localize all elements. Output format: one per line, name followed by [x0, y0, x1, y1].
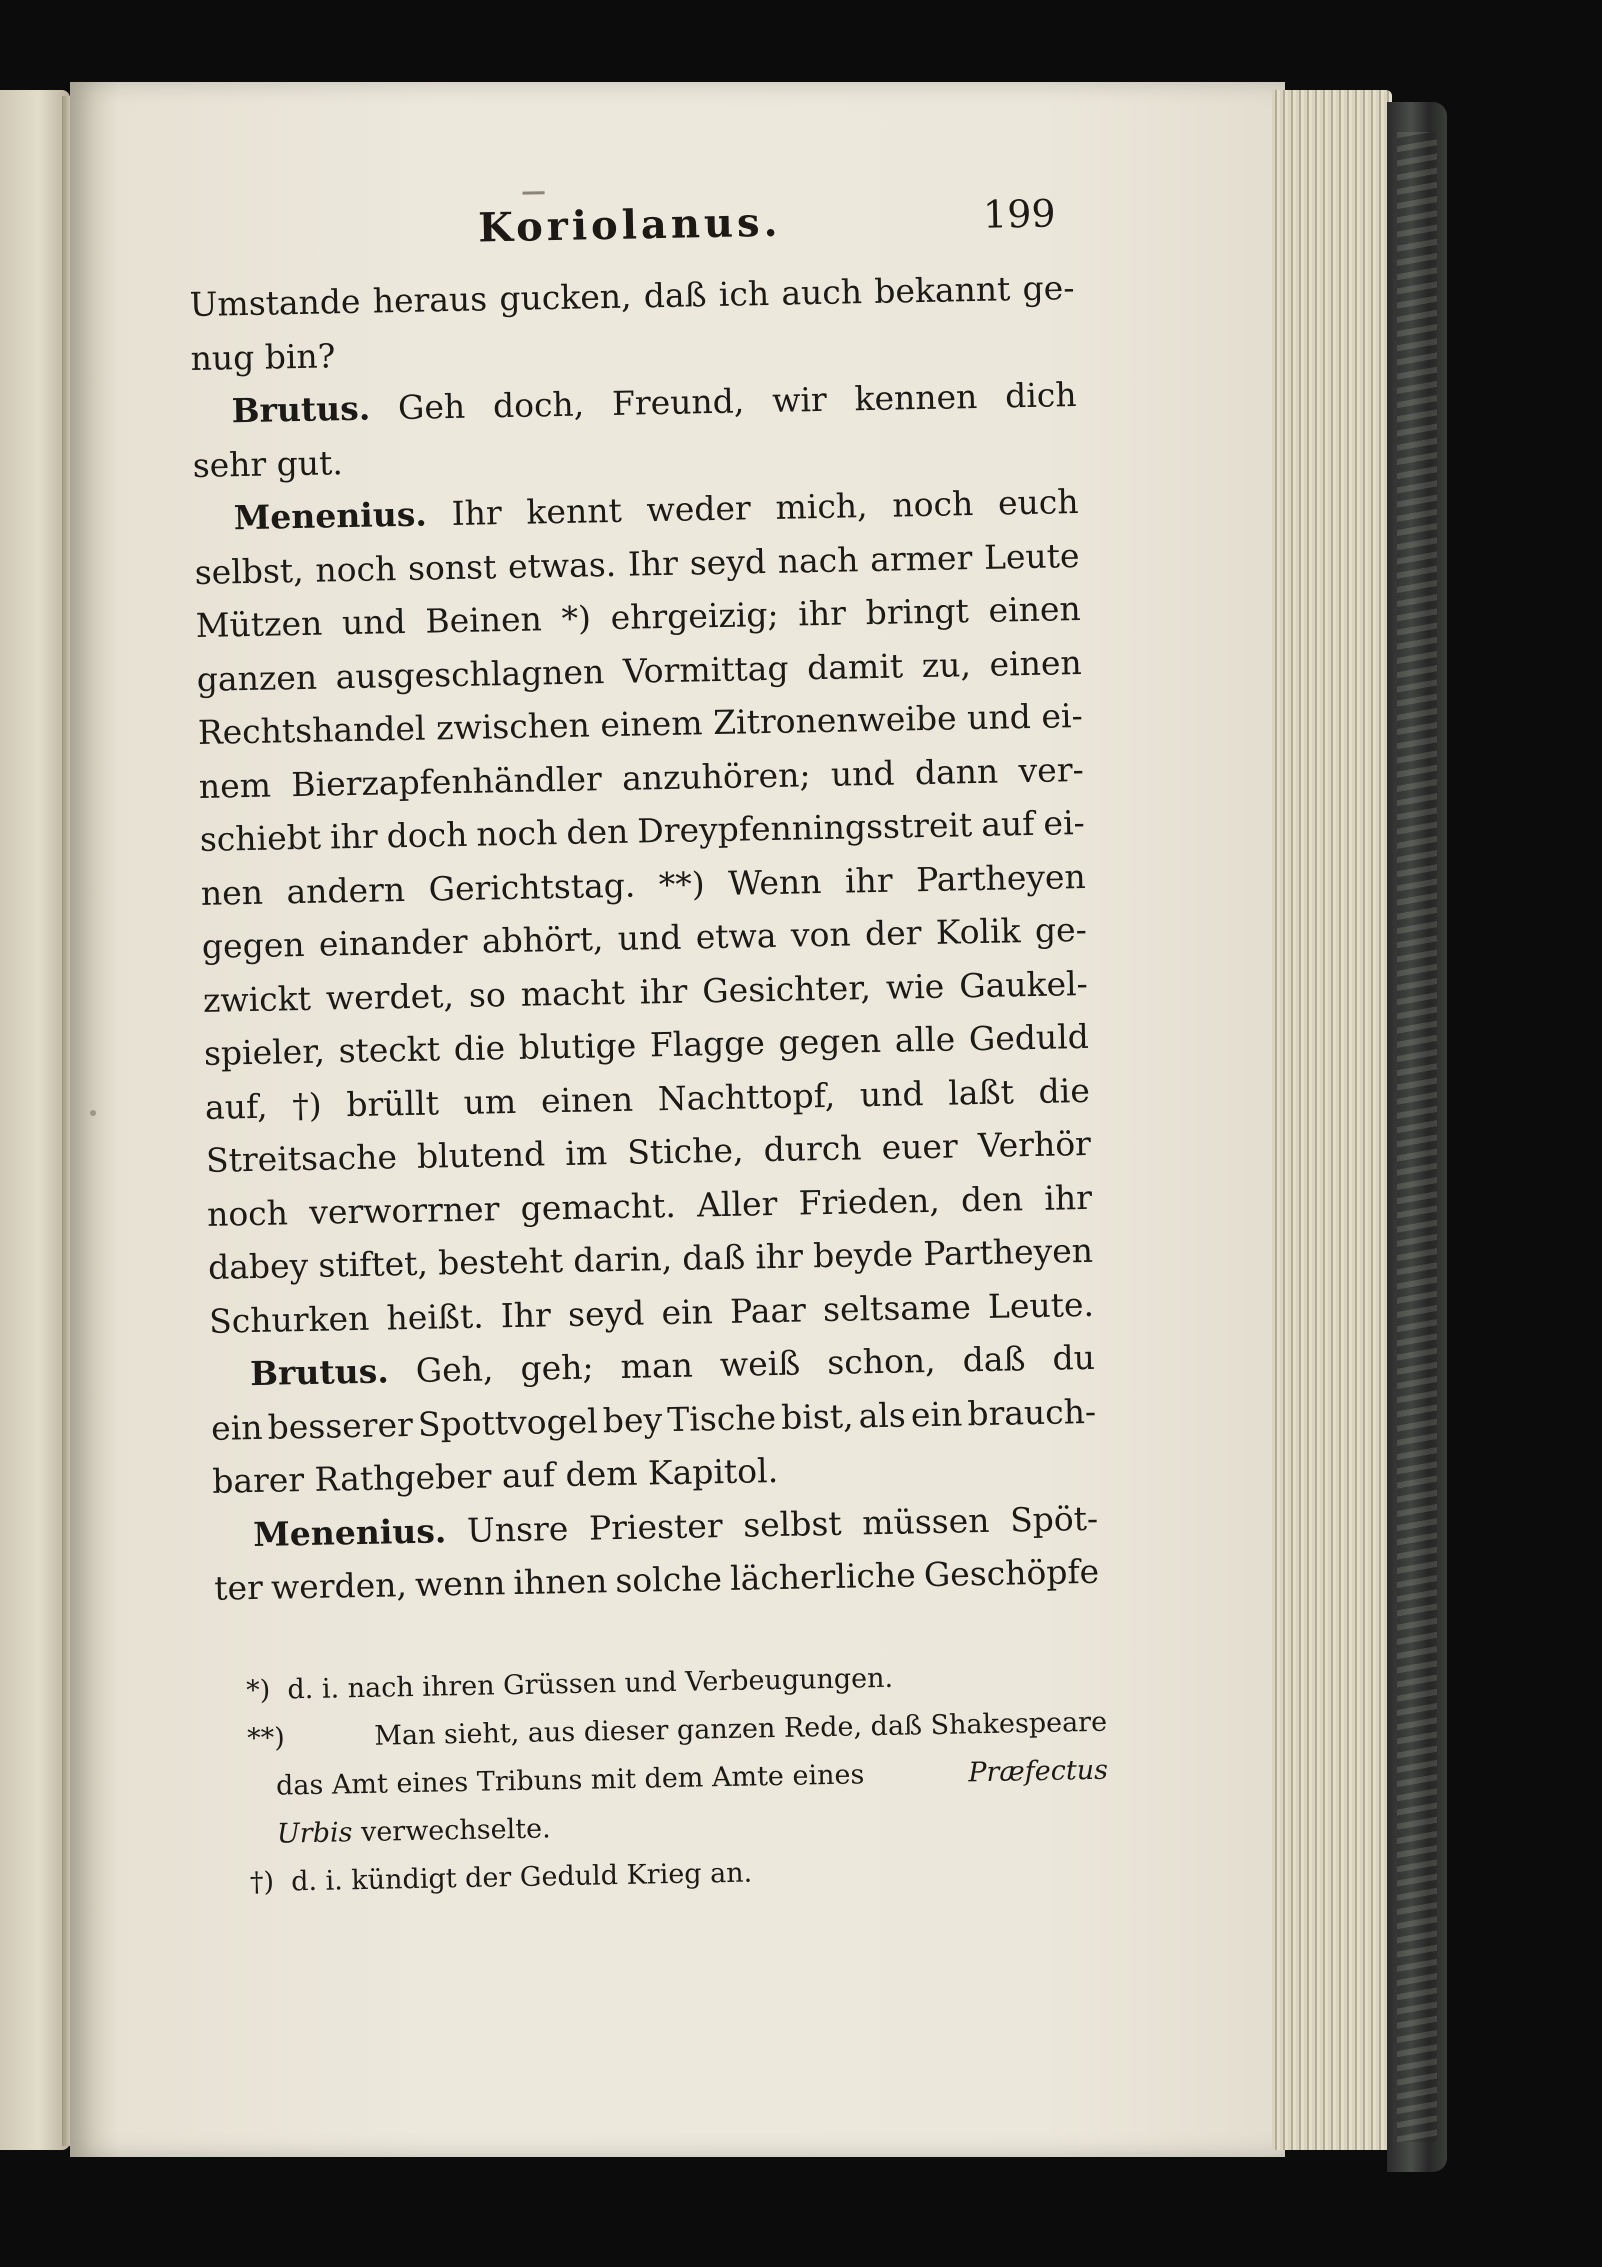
word: blutige [518, 1025, 637, 1067]
word: heißt. [386, 1296, 484, 1337]
word: ei- [1043, 802, 1086, 843]
speaker-name: Brutus. [249, 1351, 390, 1394]
speaker-name: Menenius. [233, 494, 428, 538]
word: Ihr [500, 1294, 552, 1335]
page-number: 199 [982, 191, 1056, 237]
word: ehrgeizig; [610, 594, 779, 638]
word: von [790, 914, 852, 955]
word: laßt [947, 1071, 1015, 1113]
word: du [1052, 1337, 1096, 1378]
word: nen [200, 872, 264, 913]
word: einen [540, 1079, 634, 1120]
word: alle [894, 1019, 956, 1060]
word: ge- [1034, 909, 1088, 950]
word: etwas. [507, 544, 617, 586]
footnote-mark: *) [245, 1674, 271, 1707]
word: den [960, 1178, 1024, 1219]
word: ihr [844, 860, 893, 901]
word: so [468, 974, 507, 1015]
word: Unsre [466, 1508, 569, 1550]
word: damit [806, 645, 904, 687]
word: Aller [696, 1183, 778, 1224]
word: nach [777, 539, 859, 581]
word: durch [763, 1128, 862, 1170]
word: wir [771, 379, 828, 420]
word: um [463, 1081, 517, 1122]
word: müssen [861, 1500, 990, 1542]
word: zwickt [202, 978, 312, 1020]
word: und [830, 753, 895, 794]
word: Gerichtstag. [428, 865, 636, 909]
word: brauch- [966, 1391, 1097, 1433]
word: Tische [666, 1397, 777, 1439]
word: ver- [1018, 749, 1085, 790]
word: **) [658, 863, 706, 904]
word: geh; [520, 1347, 594, 1388]
word: werdet, [325, 975, 455, 1018]
ornament-dash [523, 191, 545, 194]
word: Geschöpfe [923, 1551, 1100, 1595]
word: Nachttopf, [657, 1075, 836, 1118]
word: weder [646, 488, 752, 530]
word: nem [198, 765, 272, 806]
word: Bierzapfenhändler [290, 758, 603, 804]
word: ihr [639, 971, 688, 1012]
word: doch, [492, 384, 585, 426]
word: kennen [854, 376, 978, 419]
word: gegen [778, 1020, 882, 1062]
word: brüllt [346, 1082, 440, 1124]
word: noch [892, 484, 974, 525]
word: Ihr [451, 493, 503, 534]
word: Frieden, [798, 1180, 941, 1223]
speaker-name: Brutus. [231, 388, 371, 431]
word: zwischen [435, 705, 591, 748]
word: einen [988, 588, 1082, 630]
word: weiß [719, 1343, 801, 1385]
word: abhört, [481, 919, 604, 961]
word: gegen [201, 924, 305, 966]
word: ich [718, 273, 770, 314]
word: ausgeschlagnen [335, 651, 605, 696]
word: dann [914, 751, 999, 792]
word: solche [615, 1559, 723, 1601]
word: Rechtshandel [197, 708, 426, 752]
word: Leute [983, 535, 1080, 577]
word: Vormittag [622, 648, 789, 691]
word: Priester [588, 1505, 723, 1548]
word: seyd [689, 541, 767, 582]
word: die [453, 1028, 506, 1069]
word: euch [997, 482, 1079, 523]
word: schon, [826, 1340, 936, 1382]
word: anzuhören; [621, 754, 811, 798]
word: Geh, [415, 1349, 494, 1390]
word: einen [989, 642, 1083, 684]
word: gemacht. [520, 1185, 677, 1228]
footnote-text: verwechselte. [360, 1813, 551, 1849]
word: den [565, 811, 629, 852]
speaker-name: Menenius. [252, 1510, 447, 1554]
word: Geh [397, 386, 466, 428]
line-text: nug bin? [190, 335, 336, 378]
word: dabey [207, 1245, 309, 1287]
word: euer [881, 1126, 959, 1167]
word: bringt [865, 591, 970, 633]
word: Verhör [977, 1123, 1092, 1166]
word: Wenn [727, 861, 822, 903]
word: im [564, 1133, 608, 1173]
word: etwa [695, 915, 777, 957]
footnote-text: Man sieht, aus dieser ganzen Rede, daß Shakespeare [374, 1706, 1108, 1752]
word: Streitsache [205, 1137, 398, 1180]
word: einem [599, 703, 703, 745]
word: ge- [1022, 268, 1075, 309]
word: Spottvogel [417, 1400, 599, 1444]
running-head: Koriolanus. [477, 198, 782, 252]
word: kennt [526, 490, 623, 532]
line-text: sehr gut. [192, 442, 344, 485]
word: heraus [372, 279, 488, 321]
word: bekannt [873, 269, 1011, 311]
word: Dreypfenningsstreit [636, 805, 973, 851]
word: selbst [742, 1503, 842, 1545]
word: doch [386, 814, 468, 856]
footnote-mark: †) [249, 1866, 275, 1899]
word: Paar [729, 1289, 807, 1331]
word: der [864, 913, 922, 954]
footnote-latin: Præfectus [968, 1754, 1109, 1789]
word: daß [962, 1339, 1026, 1380]
word: ihr [754, 1236, 804, 1277]
word: noch [314, 548, 397, 590]
word: *) [561, 598, 592, 638]
word: blutend [416, 1134, 546, 1176]
word: bist, [780, 1395, 854, 1437]
word: lächerliche [729, 1555, 917, 1598]
word: wenn [414, 1563, 506, 1604]
footnotes [246, 1651, 1110, 1907]
word: auch [780, 272, 863, 313]
word: und [617, 917, 682, 958]
footnote-text: das Amt eines Tribuns mit dem Amte eines [275, 1759, 865, 1802]
word: Zitronenweibe [712, 698, 957, 743]
word: seyd [567, 1292, 645, 1334]
word: ihr [329, 816, 379, 857]
word: Ihr [627, 543, 679, 584]
word: gucken, [499, 276, 632, 319]
word: und [341, 601, 407, 643]
word: Kolik [935, 911, 1021, 952]
word: Gaukel- [958, 963, 1089, 1005]
footnote-text: d. i. kündigt der Geduld Krieg an. [290, 1857, 753, 1898]
word: werden, [270, 1565, 408, 1607]
word: bey [602, 1399, 663, 1440]
word: Stiche, [626, 1130, 744, 1172]
word: noch [476, 813, 558, 854]
word: dich [1004, 375, 1077, 416]
word: Schurken [208, 1298, 370, 1341]
word: schiebt [199, 817, 322, 859]
word: Leute. [987, 1284, 1095, 1326]
word: besteht [437, 1241, 564, 1283]
word: auf [980, 803, 1035, 844]
word: Freund, [611, 381, 745, 423]
word: Geduld [968, 1016, 1090, 1059]
word: daß [681, 1237, 746, 1278]
word: ganzen [196, 657, 318, 699]
word: wie [885, 966, 945, 1007]
word: verworrner [308, 1188, 500, 1232]
word: sonst [407, 546, 497, 588]
footnote-latin: Urbis [276, 1817, 353, 1850]
word: Partheyen [915, 856, 1087, 899]
word: besserer [267, 1404, 414, 1447]
word: ihr [1043, 1177, 1093, 1218]
word: Mützen [195, 603, 323, 645]
word: noch [206, 1192, 289, 1234]
word: stiftet, [318, 1243, 429, 1285]
word: ein [661, 1291, 714, 1332]
word: ei- [1041, 695, 1083, 736]
word: und [966, 696, 1032, 738]
word: ter [213, 1567, 264, 1608]
word: daß [643, 275, 707, 316]
word: die [1038, 1070, 1091, 1111]
footnote-mark: **) [246, 1722, 286, 1755]
word: man [620, 1345, 694, 1386]
word: steckt [338, 1029, 441, 1071]
word: Beinen [425, 599, 543, 641]
word: und [859, 1073, 924, 1114]
footnote-text: d. i. nach ihren Grüssen und Verbeugungen. [287, 1662, 894, 1706]
word: einander [318, 921, 468, 964]
word: beyde [812, 1234, 914, 1276]
word: ein [210, 1407, 263, 1448]
word: ihr [797, 593, 847, 634]
word: ihnen [513, 1561, 608, 1603]
word: Spöt- [1009, 1498, 1099, 1540]
word: selbst, [194, 550, 304, 592]
word: andern [286, 869, 406, 911]
word: zu, [921, 644, 972, 685]
word: als [858, 1394, 907, 1435]
word: spieler, [203, 1031, 326, 1073]
word: darin, [572, 1238, 673, 1280]
word: seltsame [822, 1286, 972, 1329]
word: macht [520, 972, 626, 1014]
line-text: barer Rathgeber auf dem Kapitol. [211, 1450, 779, 1501]
word: Gesichter, [701, 967, 872, 1010]
word: auf, [204, 1086, 268, 1127]
word: Umstande [189, 281, 361, 325]
body-text [189, 261, 1100, 1615]
word: Flagge [649, 1023, 766, 1065]
word: ein [910, 1393, 963, 1434]
word: †) [291, 1085, 322, 1125]
word: Partheyen [922, 1230, 1094, 1274]
word: armer [869, 537, 973, 579]
word: mich, [775, 486, 868, 527]
